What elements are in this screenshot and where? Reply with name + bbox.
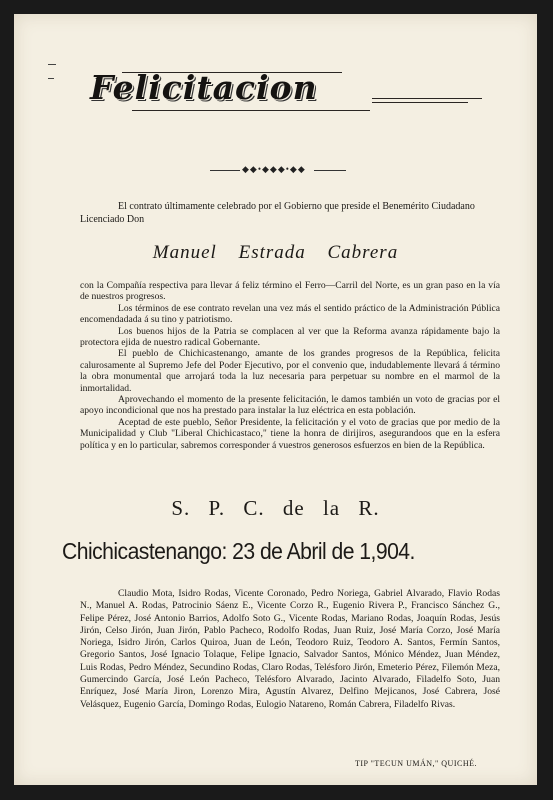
margin-mark <box>48 78 54 79</box>
signatories-list: Claudio Mota, Isidro Rodas, Vicente Coronado, Pedro Noriega, Gabriel Alvarado, Flavio Rodas N., Manuel A. Rodas, Patrocinio Sáenz E., Vicente Corzo R., Eugenio Rivera P., Francisco Sánchez G., Felipe Pérez, José Antonio Barrios, Adolfo Soto G., Vicente Rodas, Mariano Rodas, Joaquín Rodas, Jesús Jirón, Celso Jirón, Juan Jirón, Pablo Pacheco, Rodolfo Rodas, Juan Ruiz, José María Corzo, José María Noriega, Isidro Jirón, Carlos Quiroa, Juan de León, Teodoro Ruiz, Teodoro A. Santos, Fermín Santos, Gregorio Santos, José Ignacio Tolaque, Felipe Ignacio, Salvador Santos, Mónico Méndez, Juan Méndez, Luis Rodas, Pedro Méndez, Secundino Rodas, Claro Rodas, Telésforo Jirón, Emeterio Pérez, Filemón Meza, Gumercindo García, José León Pacheco, Telésforo Alvarado, Jacinto Alvarado, Filadelfo Soto, Juan Enríquez, José María Jiron, Lorenzo Mira, Agustín Alvarez, Delfino Mejicanos, José Cabrera, José Velásquez, Eugenio García, Domingo Rodas, Eulogio Natareno, Román Cabrera, Filadelfo Rivas. <box>80 588 500 710</box>
honoree-name: Manuel Estrada Cabrera <box>152 242 399 263</box>
paragraph: Los términos de ese contrato revelan una vez más el sentido práctico de la Administración Pública encomendadada á su tino y patriotismo. <box>80 302 500 326</box>
ornament-line-left <box>210 170 240 171</box>
paragraph: Los buenos hijos de la Patria se complacen al ver que la Reforma avanza rápidamente bajo la protectora ejida de nuestro radical Gobernante. <box>80 325 500 349</box>
body-text <box>80 280 500 451</box>
society-initials: S. P. C. de la R. <box>171 496 380 520</box>
paragraph: Aprovechando el momento de la presente felicitación, le damos también un voto de gracias por el apoyo incondicional que nos ha prestado para instalar la luz eléctrica en esta población. <box>80 394 500 417</box>
margin-mark <box>48 64 56 65</box>
heading-rule-bottom <box>132 110 370 111</box>
intro-text: El contrato últimamente celebrado por el Gobierno que preside el Benemérito Ciudadano Licenciado Don <box>80 201 475 225</box>
paragraph: Aceptad de este pueblo, Señor Presidente, la felicitación y el voto de gracias que por medio de la Municipalidad y Club "Liberal Chichicastaco," tiene la honra de dirijiros, asegurandoos que en la esfera política y en lo particular, sabremos corresponder á vuestros generosos esfuerzos en bien de la República. <box>80 416 500 451</box>
paragraph: El pueblo de Chichicastenango, amante de los grandes progresos de la República, felicita calurosamente al Supremo Jefe del Poder Ejecutivo, por el convenio que, indudablemente llevará á término la obra monumental que arrojará toda la luz necesaria para perpetuar su nombre en el marmol de la inmortalidad. <box>80 348 500 394</box>
ornament-glyphs: ◆◆•◆◆◆•◆◆ <box>242 164 306 174</box>
heading-block <box>72 62 492 122</box>
printer-imprint: TIP "TECUN UMÁN," QUICHÉ. <box>354 759 477 768</box>
heading-rule-right <box>372 102 468 103</box>
ornament-line-right <box>314 170 346 171</box>
place-and-date: Chichicastenango: 23 de Abril de 1,904. <box>62 538 415 564</box>
document-page <box>14 14 537 785</box>
heading-title: Felicitacion <box>90 68 318 107</box>
paragraph: con la Compañía respectiva para llevar á feliz término el Ferro—Carril del Norte, es un gran paso en la vía de nuestros progresos. <box>80 280 500 303</box>
heading-rule-right <box>372 98 482 99</box>
